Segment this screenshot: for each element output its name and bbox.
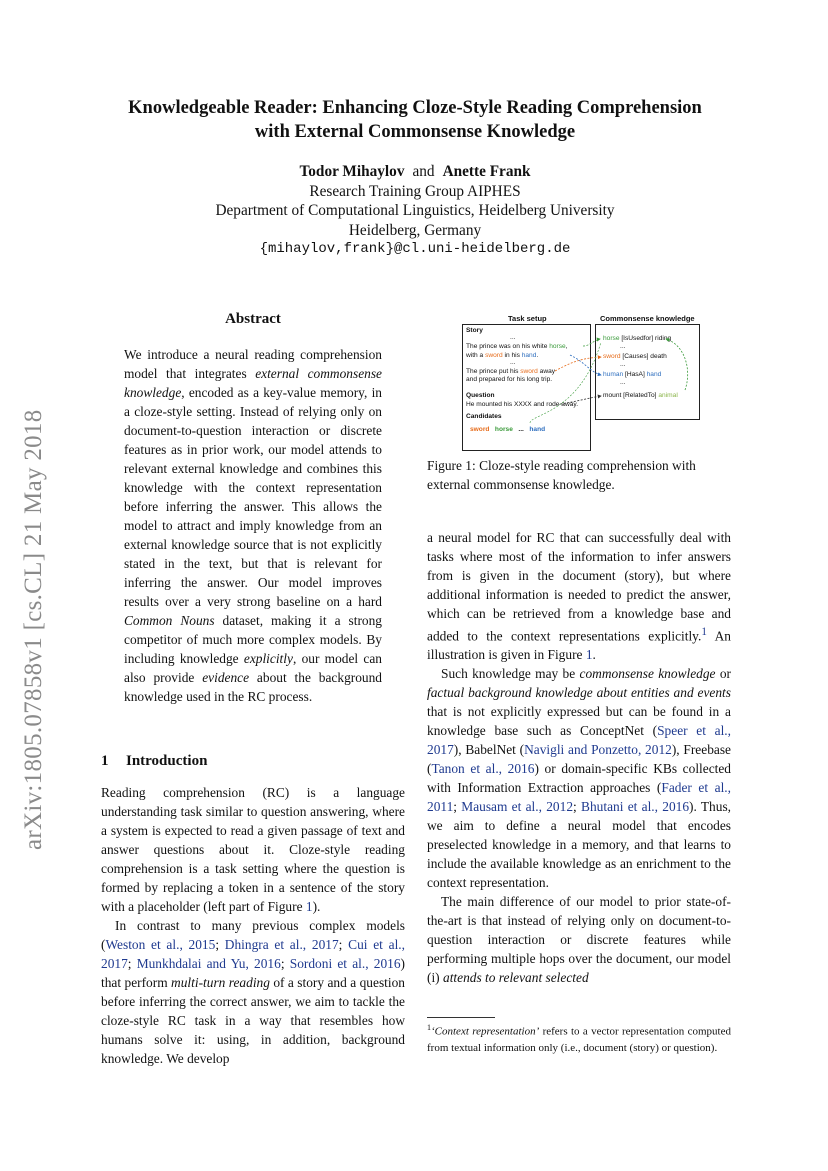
footnote-text: refers to a vector representation computed from textual information only (i.e., document (story) or question). <box>427 1025 731 1054</box>
abstract-body <box>124 345 382 706</box>
title-line-1: Knowledgeable Reader: Enhancing Cloze-Style Reading Comprehension <box>128 98 702 118</box>
affiliation-3: Heidelberg, Germany <box>348 221 482 239</box>
citation-link[interactable]: Munkhdalai and Yu, 2016 <box>136 956 281 971</box>
candidate-hand: hand <box>529 426 546 433</box>
citation-link[interactable]: Mausam et al., 2012 <box>461 799 574 815</box>
ellipsis: ... <box>620 343 626 350</box>
citation-link[interactable]: Speer et al., 2017 <box>427 723 731 758</box>
story-label: Story <box>466 327 483 334</box>
paragraph-text: or <box>715 666 731 682</box>
introduction-body <box>101 783 405 1068</box>
author-email: {mihaylov,frank}@cl.uni-heidelberg.de <box>259 241 571 257</box>
paragraph-text: ) or domain-specific KBs collected with Information Extraction approaches ( <box>427 761 731 796</box>
paragraph-emphasis: multi-turn reading <box>171 975 270 990</box>
paragraph-text: ). Thus, we aim to define a neural model that encodes preselected knowledge in a memory, and that learns to include the available knowledge as an enrichment to the context representation. <box>427 799 732 891</box>
citation-link[interactable]: Sordoni et al., 2016 <box>289 956 401 971</box>
fact-relation: [IsUsedfor] riding <box>619 335 672 342</box>
citation-link[interactable]: Bhutani et al., 2016 <box>581 799 690 815</box>
citation-link[interactable]: Weston et al., 2015 <box>105 937 216 952</box>
paragraph-text: ; <box>338 937 349 952</box>
affiliation-2: Department of Computational Linguistics, Heidelberg University <box>215 202 615 219</box>
story-text: away <box>537 368 556 375</box>
question-label: Question <box>466 392 495 399</box>
ellipsis: ... <box>620 361 626 368</box>
abstract-text: about the background knowledge used in the RC process. <box>124 670 383 704</box>
paragraph-text: ) that perform <box>101 956 405 990</box>
arrow-cand-horse <box>530 342 601 423</box>
citation-link[interactable]: Dhingra et al., 2017 <box>224 937 339 952</box>
paragraph-emphasis: commonsense knowledge <box>579 666 716 682</box>
ellipsis: ... <box>510 359 516 366</box>
ellipsis: ... <box>620 379 626 386</box>
section-title: Introduction <box>126 753 208 769</box>
fact-object: animal <box>658 392 678 399</box>
fact-subject: sword <box>603 353 621 360</box>
story-word-horse: horse <box>549 343 566 350</box>
section-heading-introduction <box>101 753 207 770</box>
candidate-sword: sword <box>470 426 490 433</box>
story-text: with a <box>466 352 486 359</box>
paragraph-text: ; <box>215 937 225 952</box>
fact-subject: horse <box>603 335 620 342</box>
footnote-emphasis: ‘Context representation’ <box>431 1025 540 1038</box>
fact-object: hand <box>646 371 662 378</box>
figure-ref-link[interactable]: 1 <box>585 647 593 663</box>
author-names <box>90 162 740 182</box>
right-paragraph-2 <box>427 664 731 892</box>
abstract-text: dataset, making it a strong competitor of much more complex models. By including knowledge <box>124 613 382 666</box>
affiliation-1: Research Training Group AIPHES <box>309 182 521 200</box>
citation-link[interactable]: Tanon et al., 2016 <box>431 761 535 777</box>
question-text: He mounted his XXXX and rode away. <box>466 401 579 408</box>
paragraph-text: ), BabelNet ( <box>453 742 525 758</box>
story-word-sword: sword <box>485 352 503 359</box>
paragraph-text: ), Freebase ( <box>427 742 731 777</box>
paragraph-text: An illustration is given in Figure <box>427 628 731 663</box>
right-paragraph-1 <box>427 528 731 664</box>
paragraph-text: a neural model for RC that can successfully deal with tasks where most of the information to infer answers from is given in the document (story), but where additional information is needed to predict the answer, which can be retrieved from a knowledge base and added to the context representations explicitly. <box>427 530 731 644</box>
arrow-animal-horse <box>666 339 688 390</box>
story-text: in his <box>502 352 522 359</box>
figure-ref-link[interactable]: 1 <box>305 899 313 914</box>
story-text: , <box>565 343 568 350</box>
abstract-emphasis: Common Nouns <box>124 613 215 628</box>
paragraph-text: . <box>592 647 596 663</box>
arrow-hand <box>570 355 601 375</box>
candidates-label: Candidates <box>466 413 502 420</box>
story-word-sword: sword <box>520 368 538 375</box>
fact-subject: human <box>603 371 624 378</box>
citation-link[interactable]: Fader et al., 2011 <box>427 780 731 815</box>
abstract-emphasis: external commonsense knowledge <box>124 366 382 400</box>
abstract-text: , our model can also provide <box>124 651 383 685</box>
paragraph-text: that is not explicitly expressed but can be found in a knowledge base such as ConceptNet ( <box>427 704 731 739</box>
footnote-1 <box>427 1020 731 1056</box>
candidate-ellipsis: ... <box>518 426 524 433</box>
paragraph-emphasis: attends to relevant selected <box>443 970 589 986</box>
figure-1-caption: Figure 1: Cloze-style reading comprehension with external commonsense knowledge. <box>427 458 696 492</box>
story-line-4: and prepared for his long trip. <box>466 376 553 383</box>
fact-relation: [RelatedTo] <box>621 392 659 399</box>
author-and: and <box>412 163 435 180</box>
paper-title <box>90 96 740 144</box>
author-block <box>90 162 740 260</box>
title-line-2: with External Commonsense Knowledge <box>254 122 576 142</box>
paragraph-text: ; <box>280 956 290 971</box>
figure-arrows <box>460 310 700 450</box>
abstract-emphasis: evidence <box>202 670 250 685</box>
paragraph-text: Such knowledge may be <box>441 666 580 682</box>
candidate-horse: horse <box>494 426 513 433</box>
footnote-ref-link[interactable]: 1 <box>701 626 707 638</box>
paragraph-text: The main difference of our model to prior state-of-the-art is that instead of relying only on document-to-question interaction or discrete features while performing multiple hops over the document, our model (i) <box>427 894 731 986</box>
abstract-text: , encoded as a key-value memory, in a cloze-style setting. Instead of relying only on document-to-question interaction or discrete features as in prior work, our model attends to relevant external knowledge and combines this knowledge with the context representation before inferring the answer. This allows the model to attract and imply knowledge from an external knowledge source that is not explicitly stated in the text, but that is relevant for inferring the answer. Our model improves results over a very strong baseline on a hard <box>124 385 382 609</box>
figure-header-commonsense: Commonsense knowledge <box>600 314 695 323</box>
arxiv-stamp: arXiv:1805.07858v1 [cs.CL] 21 May 2018 <box>20 409 47 850</box>
abstract-text: We introduce a neural reading comprehension model that integrates <box>124 347 382 381</box>
intro-paragraph-1 <box>101 783 405 916</box>
citation-link[interactable]: Cui et al., 2017 <box>101 937 405 971</box>
footnote-mark: 1 <box>427 1023 431 1032</box>
paragraph-text: ; <box>127 956 137 971</box>
footnote-rule <box>427 1017 495 1018</box>
intro-paragraph-2 <box>101 916 405 1068</box>
fact-relation: [Causes] death <box>620 353 667 360</box>
fact-relation: [HasA] <box>623 371 647 378</box>
paragraph-text: ; <box>573 799 582 815</box>
ellipsis: ... <box>510 334 516 341</box>
story-word-hand: hand <box>521 352 537 359</box>
story-text: The prince was on his white <box>466 343 550 350</box>
fact-subject: mount <box>603 392 622 399</box>
paragraph-text: ). <box>312 899 321 914</box>
paragraph-text: In contrast to many previous complex models ( <box>101 918 405 952</box>
citation-link[interactable]: Navigli and Ponzetto, 2012 <box>524 742 672 758</box>
paragraph-emphasis: factual background knowledge about entities and events <box>427 685 731 701</box>
right-paragraph-3 <box>427 892 731 987</box>
abstract-heading: Abstract <box>225 311 281 327</box>
story-text: The prince put his <box>466 368 521 375</box>
paragraph-text: Reading comprehension (RC) is a language understanding task similar to question answering, where a system is expected to read a given passage of text and answer questions about it. Cloze-style reading comprehension is a task setting where the question is formed by replacing a token in a sentence of the story with a placeholder (left part of Figure <box>101 785 405 914</box>
author-1: Todor Mihaylov <box>299 163 405 180</box>
story-text: . <box>536 352 539 359</box>
section-number: 1 <box>101 753 109 769</box>
arrow-horse <box>583 339 600 346</box>
figure-header-task-setup: Task setup <box>508 314 547 323</box>
abstract-emphasis: explicitly <box>243 651 293 666</box>
paragraph-text: of a story and a question before inferring the correct answer, we aim to tackle the cloze-style RC task in a way that resembles how humans solve it: using, in addition, background knowledge. We develop <box>101 975 405 1066</box>
right-column-body <box>427 528 731 987</box>
paragraph-text: ; <box>453 799 462 815</box>
author-2: Anette Frank <box>442 163 531 180</box>
figure-1 <box>460 310 700 450</box>
